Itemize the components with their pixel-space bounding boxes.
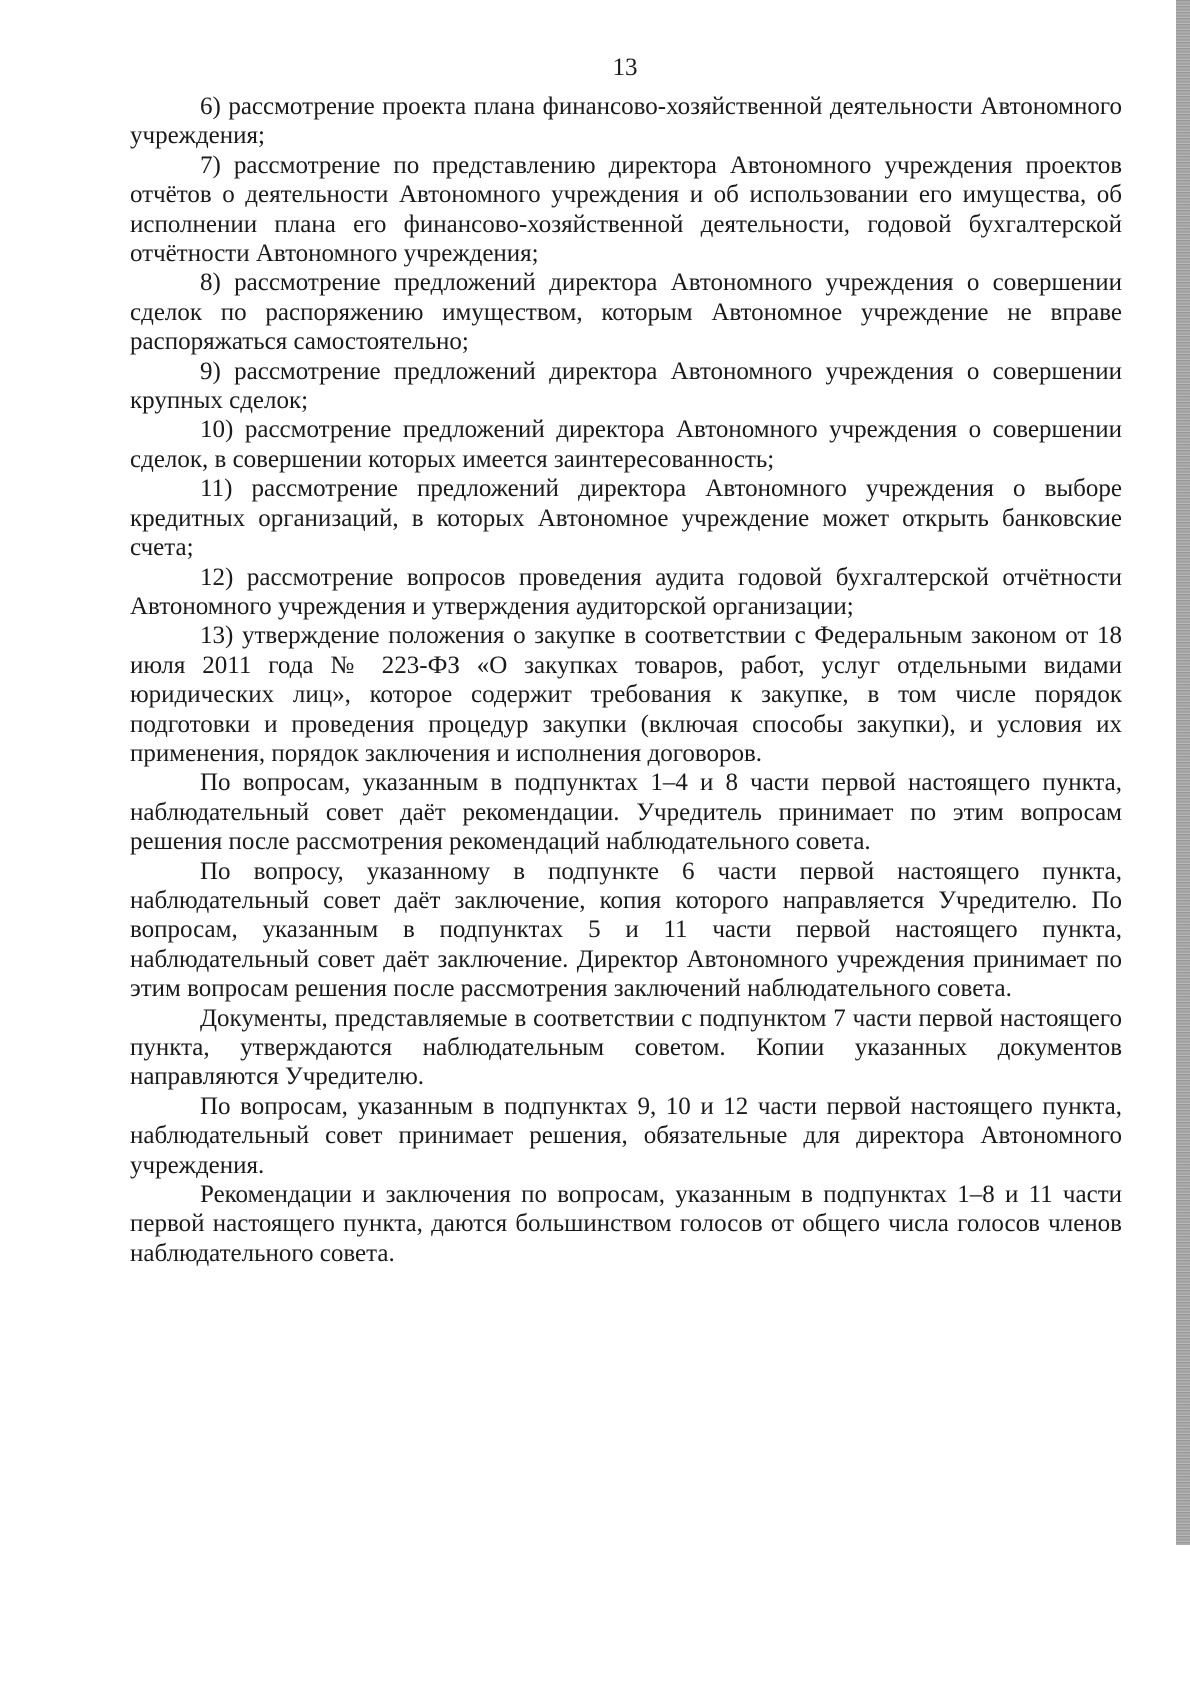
paragraph-recommendations: По вопросам, указанным в подпунктах 1–4 и 8 части первой настоящего пункта, наблюдательный совет даёт рекомендации. Учредитель принимает по этим вопросам решения после рассмотрения рекомендаций наблюдательного совета. [130, 769, 1122, 856]
document-body [130, 92, 1122, 1268]
paragraph-item-6: 6) рассмотрение проекта плана финансово-хозяйственной деятельности Автономного учреждения; [130, 93, 1122, 150]
paragraph-item-13: 13) утверждение положения о закупке в соответствии с Федеральным законом от 18 июля 2011 года № 223-ФЗ «О закупках товаров, работ, услуг отдельными видами юридических лиц», которое содержит требования к закупке, в том числе порядок подготовки и проведения процедур закупки (включая способы закупки), и условия их применения, порядок заключения и исполнения договоров. [130, 622, 1122, 767]
paragraph-binding-decisions: По вопросам, указанным в подпунктах 9, 10 и 12 части первой настоящего пункта, наблюдательный совет принимает решения, обязательные для директора Автономного учреждения. [130, 1092, 1122, 1179]
paragraph-item-11: 11) рассмотрение предложений директора Автономного учреждения о выборе кредитных организаций, в которых Автономное учреждение может открыть банковские счета; [130, 475, 1122, 562]
paragraph-voting: Рекомендации и заключения по вопросам, указанным в подпунктах 1–8 и 11 части первой настоящего пункта, даются большинством голосов от общего числа голосов членов наблюдательного совета. [130, 1181, 1122, 1267]
paragraph-item-12: 12) рассмотрение вопросов проведения аудита годовой бухгалтерской отчётности Автономного учреждения и утверждения аудиторской организации; [130, 563, 1122, 620]
paragraph-item-9: 9) рассмотрение предложений директора Автономного учреждения о совершении крупных сделок; [130, 357, 1122, 415]
paragraph-documents: Документы, представляемые в соответствии с подпунктом 7 части первой настоящего пункта, утверждаются наблюдательным советом. Копии указанных документов направляются Учредителю. [130, 1004, 1122, 1091]
page-number: 13 [612, 54, 638, 81]
paragraph-conclusions: По вопросу, указанному в подпункте 6 части первой настоящего пункта, наблюдательный совет даёт заключение, копия которого направляется Учредителю. По вопросам, указанным в подпунктах 5 и 11 части первой настоящего пункта, наблюдательный совет даёт заключение. Директор Автономного учреждения принимает по этим вопросам решения после рассмотрения заключений наблюдательного совета. [130, 857, 1122, 1003]
scan-edge-strip [1176, 0, 1190, 1545]
paragraph-item-7: 7) рассмотрение по представлению директора Автономного учреждения проектов отчётов о деятельности Автономного учреждения и об использовании его имущества, об исполнении плана его финансово-хозяйственной деятельности, годовой бухгалтерской отчётности Автономного учреждения; [130, 151, 1122, 268]
paragraph-item-10: 10) рассмотрение предложений директора Автономного учреждения о совершении сделок, в совершении которых имеется заинтересованность; [130, 416, 1122, 473]
paragraph-item-8: 8) рассмотрение предложений директора Автономного учреждения о совершении сделок по распоряжению имуществом, которым Автономное учреждение не вправе распоряжаться самостоятельно; [130, 269, 1122, 356]
